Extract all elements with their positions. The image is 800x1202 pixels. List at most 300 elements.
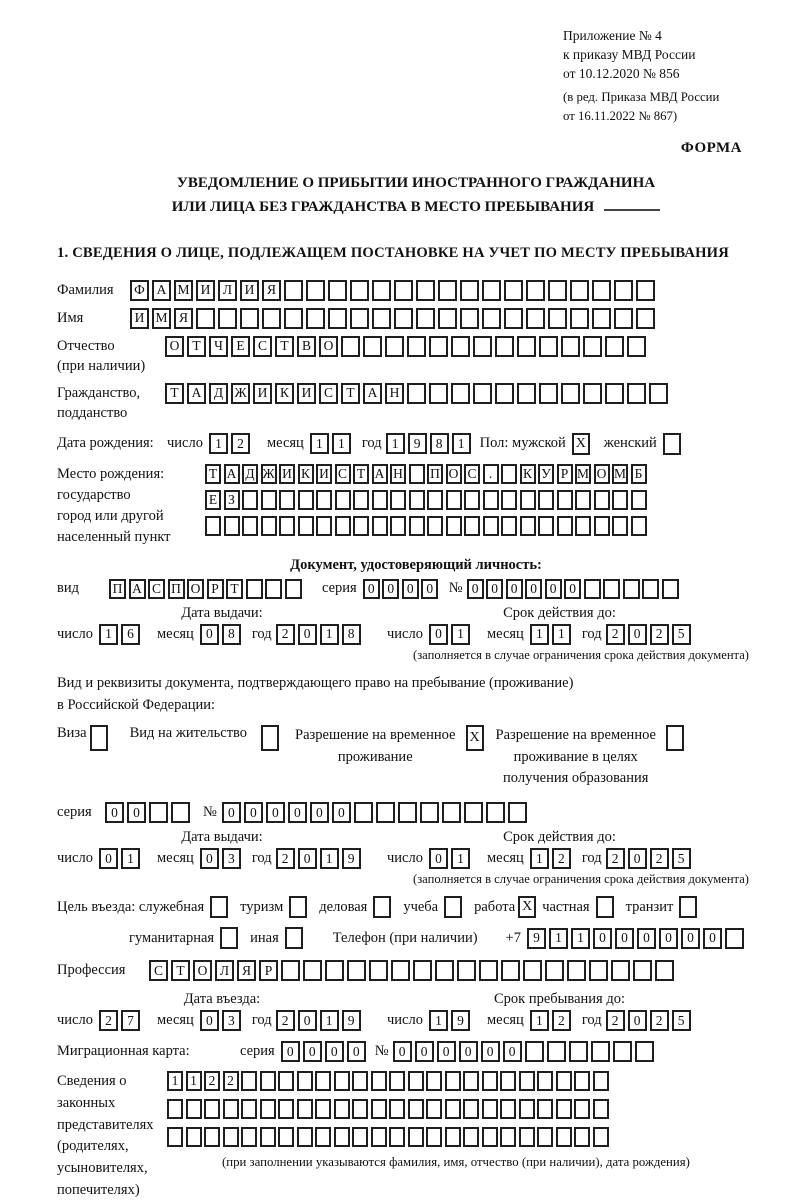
char-cell[interactable]: 0	[363, 579, 380, 599]
char-cell[interactable]: Ф	[130, 280, 149, 301]
char-cell[interactable]: 0	[525, 579, 542, 599]
char-cell[interactable]: 2	[650, 1010, 669, 1031]
char-cell[interactable]	[446, 516, 462, 536]
char-cell[interactable]: 1	[451, 848, 470, 869]
char-cell[interactable]	[260, 1127, 276, 1147]
char-cell[interactable]	[451, 383, 470, 404]
char-cell[interactable]	[325, 960, 344, 981]
char-cell[interactable]	[627, 383, 646, 404]
char-cell[interactable]: 1	[530, 1010, 549, 1031]
char-cell[interactable]: 2	[606, 1010, 625, 1031]
char-cell[interactable]	[371, 1071, 387, 1091]
char-cell[interactable]: 0	[332, 802, 351, 823]
char-cell[interactable]	[482, 308, 501, 329]
char-cell[interactable]	[725, 928, 744, 949]
char-cell[interactable]: В	[297, 336, 316, 357]
char-cell[interactable]: 2	[204, 1071, 220, 1091]
char-cell[interactable]	[408, 1099, 424, 1119]
char-cell[interactable]	[445, 1127, 461, 1147]
char-cell[interactable]	[486, 802, 505, 823]
char-cell[interactable]	[224, 516, 240, 536]
temp-permit-edu-checkbox[interactable]	[666, 725, 684, 751]
char-cell[interactable]: 8	[430, 433, 449, 454]
char-cell[interactable]: И	[253, 383, 272, 404]
char-cell[interactable]	[278, 1071, 294, 1091]
char-cell[interactable]	[353, 516, 369, 536]
char-cell[interactable]	[605, 336, 624, 357]
char-cell[interactable]	[460, 280, 479, 301]
char-cell[interactable]: 9	[527, 928, 546, 949]
char-cell[interactable]: К	[275, 383, 294, 404]
char-cell[interactable]	[611, 960, 630, 981]
gender-female-checkbox[interactable]	[663, 433, 681, 455]
char-cell[interactable]: 0	[200, 1010, 219, 1031]
char-cell[interactable]	[265, 579, 282, 599]
char-cell[interactable]	[241, 1071, 257, 1091]
char-cell[interactable]	[537, 1099, 553, 1119]
char-cell[interactable]	[575, 516, 591, 536]
char-cell[interactable]	[298, 516, 314, 536]
char-cell[interactable]	[297, 1071, 313, 1091]
char-cell[interactable]	[372, 308, 391, 329]
char-cell[interactable]	[389, 1099, 405, 1119]
char-cell[interactable]	[260, 1071, 276, 1091]
char-cell[interactable]	[612, 490, 628, 510]
char-cell[interactable]	[261, 490, 277, 510]
char-cell[interactable]	[335, 490, 351, 510]
char-cell[interactable]	[482, 1099, 498, 1119]
char-cell[interactable]: И	[130, 308, 149, 329]
char-cell[interactable]	[389, 1071, 405, 1091]
char-cell[interactable]	[371, 1127, 387, 1147]
char-cell[interactable]	[316, 490, 332, 510]
char-cell[interactable]	[520, 490, 536, 510]
char-cell[interactable]: 0	[681, 928, 700, 949]
char-cell[interactable]	[592, 280, 611, 301]
char-cell[interactable]	[435, 960, 454, 981]
char-cell[interactable]: 0	[303, 1041, 322, 1062]
char-cell[interactable]	[369, 960, 388, 981]
char-cell[interactable]: Т	[165, 383, 184, 404]
char-cell[interactable]: 0	[298, 624, 317, 645]
char-cell[interactable]: 0	[244, 802, 263, 823]
char-cell[interactable]	[583, 336, 602, 357]
char-cell[interactable]: Ж	[261, 464, 277, 484]
visa-checkbox[interactable]	[90, 725, 108, 751]
char-cell[interactable]: 1	[530, 624, 549, 645]
char-cell[interactable]	[631, 516, 647, 536]
char-cell[interactable]	[438, 280, 457, 301]
char-cell[interactable]	[167, 1099, 183, 1119]
char-cell[interactable]: 1	[320, 848, 339, 869]
char-cell[interactable]: 2	[223, 1071, 239, 1091]
char-cell[interactable]	[575, 490, 591, 510]
char-cell[interactable]: 0	[481, 1041, 500, 1062]
char-cell[interactable]: П	[109, 579, 126, 599]
char-cell[interactable]: 3	[222, 1010, 241, 1031]
char-cell[interactable]	[561, 383, 580, 404]
char-cell[interactable]: Т	[187, 336, 206, 357]
char-cell[interactable]	[390, 490, 406, 510]
char-cell[interactable]	[426, 1099, 442, 1119]
char-cell[interactable]	[603, 579, 620, 599]
char-cell[interactable]	[473, 336, 492, 357]
char-cell[interactable]	[594, 490, 610, 510]
char-cell[interactable]: 2	[650, 848, 669, 869]
char-cell[interactable]	[612, 516, 628, 536]
char-cell[interactable]	[495, 336, 514, 357]
char-cell[interactable]: 1	[452, 433, 471, 454]
char-cell[interactable]	[196, 308, 215, 329]
char-cell[interactable]	[463, 1071, 479, 1091]
char-cell[interactable]: 1	[186, 1071, 202, 1091]
char-cell[interactable]	[427, 516, 443, 536]
char-cell[interactable]	[561, 336, 580, 357]
char-cell[interactable]	[413, 960, 432, 981]
char-cell[interactable]: Д	[209, 383, 228, 404]
char-cell[interactable]: А	[152, 280, 171, 301]
char-cell[interactable]: Т	[205, 464, 221, 484]
char-cell[interactable]: 9	[451, 1010, 470, 1031]
char-cell[interactable]	[539, 383, 558, 404]
char-cell[interactable]: 0	[628, 848, 647, 869]
char-cell[interactable]	[636, 308, 655, 329]
char-cell[interactable]: 0	[200, 624, 219, 645]
char-cell[interactable]	[574, 1071, 590, 1091]
char-cell[interactable]	[547, 1041, 566, 1062]
char-cell[interactable]: 0	[437, 1041, 456, 1062]
char-cell[interactable]	[464, 516, 480, 536]
char-cell[interactable]	[445, 1071, 461, 1091]
char-cell[interactable]	[371, 1099, 387, 1119]
char-cell[interactable]	[500, 1071, 516, 1091]
char-cell[interactable]	[519, 1127, 535, 1147]
char-cell[interactable]	[394, 280, 413, 301]
char-cell[interactable]	[335, 516, 351, 536]
char-cell[interactable]: 0	[310, 802, 329, 823]
char-cell[interactable]: 2	[231, 433, 250, 454]
char-cell[interactable]: С	[335, 464, 351, 484]
char-cell[interactable]	[306, 308, 325, 329]
char-cell[interactable]	[316, 516, 332, 536]
char-cell[interactable]: Е	[205, 490, 221, 510]
char-cell[interactable]	[584, 579, 601, 599]
char-cell[interactable]	[501, 516, 517, 536]
char-cell[interactable]: 2	[552, 1010, 571, 1031]
char-cell[interactable]	[350, 308, 369, 329]
char-cell[interactable]	[350, 280, 369, 301]
char-cell[interactable]: Е	[231, 336, 250, 357]
char-cell[interactable]	[334, 1127, 350, 1147]
char-cell[interactable]	[605, 383, 624, 404]
char-cell[interactable]	[298, 490, 314, 510]
char-cell[interactable]	[240, 308, 259, 329]
char-cell[interactable]	[593, 1071, 609, 1091]
char-cell[interactable]	[557, 490, 573, 510]
char-cell[interactable]: 1	[209, 433, 228, 454]
gender-male-checkbox[interactable]: X	[572, 433, 590, 455]
char-cell[interactable]	[398, 802, 417, 823]
char-cell[interactable]	[520, 516, 536, 536]
char-cell[interactable]: 1	[167, 1071, 183, 1091]
char-cell[interactable]: 9	[342, 1010, 361, 1031]
char-cell[interactable]: А	[224, 464, 240, 484]
char-cell[interactable]	[420, 802, 439, 823]
char-cell[interactable]: 0	[415, 1041, 434, 1062]
char-cell[interactable]: 5	[672, 1010, 691, 1031]
char-cell[interactable]	[416, 280, 435, 301]
char-cell[interactable]	[372, 490, 388, 510]
char-cell[interactable]	[315, 1099, 331, 1119]
char-cell[interactable]: Я	[237, 960, 256, 981]
char-cell[interactable]	[303, 960, 322, 981]
char-cell[interactable]	[391, 960, 410, 981]
char-cell[interactable]	[483, 516, 499, 536]
char-cell[interactable]	[409, 464, 425, 484]
char-cell[interactable]	[242, 490, 258, 510]
char-cell[interactable]: Я	[174, 308, 193, 329]
char-cell[interactable]	[352, 1127, 368, 1147]
char-cell[interactable]	[556, 1071, 572, 1091]
char-cell[interactable]: 0	[593, 928, 612, 949]
char-cell[interactable]: .	[483, 464, 499, 484]
char-cell[interactable]	[376, 802, 395, 823]
purpose-study-checkbox[interactable]	[444, 896, 462, 918]
char-cell[interactable]	[334, 1099, 350, 1119]
char-cell[interactable]: 0	[281, 1041, 300, 1062]
char-cell[interactable]	[278, 1127, 294, 1147]
char-cell[interactable]: А	[372, 464, 388, 484]
char-cell[interactable]	[482, 1127, 498, 1147]
char-cell[interactable]	[446, 490, 462, 510]
char-cell[interactable]	[569, 1041, 588, 1062]
residence-permit-checkbox[interactable]	[261, 725, 279, 751]
char-cell[interactable]: Т	[341, 383, 360, 404]
char-cell[interactable]	[328, 308, 347, 329]
char-cell[interactable]	[390, 516, 406, 536]
char-cell[interactable]: О	[187, 579, 204, 599]
char-cell[interactable]	[517, 383, 536, 404]
char-cell[interactable]: 2	[606, 624, 625, 645]
char-cell[interactable]	[483, 490, 499, 510]
char-cell[interactable]	[504, 308, 523, 329]
char-cell[interactable]	[636, 280, 655, 301]
char-cell[interactable]	[354, 802, 373, 823]
char-cell[interactable]: 0	[615, 928, 634, 949]
char-cell[interactable]: 0	[382, 579, 399, 599]
char-cell[interactable]: 1	[121, 848, 140, 869]
char-cell[interactable]	[538, 516, 554, 536]
char-cell[interactable]: 1	[429, 1010, 448, 1031]
char-cell[interactable]	[438, 308, 457, 329]
char-cell[interactable]	[409, 516, 425, 536]
char-cell[interactable]	[429, 336, 448, 357]
char-cell[interactable]: П	[168, 579, 185, 599]
char-cell[interactable]	[574, 1099, 590, 1119]
char-cell[interactable]: 9	[408, 433, 427, 454]
char-cell[interactable]: Д	[242, 464, 258, 484]
char-cell[interactable]: К	[298, 464, 314, 484]
char-cell[interactable]: 1	[451, 624, 470, 645]
char-cell[interactable]	[315, 1127, 331, 1147]
char-cell[interactable]: 0	[298, 1010, 317, 1031]
char-cell[interactable]: 2	[99, 1010, 118, 1031]
char-cell[interactable]	[223, 1099, 239, 1119]
char-cell[interactable]: 0	[393, 1041, 412, 1062]
char-cell[interactable]	[281, 960, 300, 981]
char-cell[interactable]: 2	[650, 624, 669, 645]
char-cell[interactable]: П	[427, 464, 443, 484]
char-cell[interactable]	[591, 1041, 610, 1062]
char-cell[interactable]	[631, 490, 647, 510]
char-cell[interactable]	[526, 308, 545, 329]
char-cell[interactable]	[279, 490, 295, 510]
char-cell[interactable]	[627, 336, 646, 357]
char-cell[interactable]: 0	[703, 928, 722, 949]
char-cell[interactable]: 0	[99, 848, 118, 869]
char-cell[interactable]	[556, 1099, 572, 1119]
char-cell[interactable]	[464, 802, 483, 823]
char-cell[interactable]: 6	[121, 624, 140, 645]
char-cell[interactable]: Р	[207, 579, 224, 599]
char-cell[interactable]: 1	[549, 928, 568, 949]
char-cell[interactable]	[394, 308, 413, 329]
char-cell[interactable]	[315, 1071, 331, 1091]
char-cell[interactable]	[407, 383, 426, 404]
char-cell[interactable]: О	[193, 960, 212, 981]
char-cell[interactable]	[482, 280, 501, 301]
char-cell[interactable]: 0	[545, 579, 562, 599]
char-cell[interactable]	[526, 280, 545, 301]
char-cell[interactable]	[426, 1071, 442, 1091]
char-cell[interactable]	[539, 336, 558, 357]
char-cell[interactable]	[662, 579, 679, 599]
char-cell[interactable]: И	[297, 383, 316, 404]
purpose-private-checkbox[interactable]	[596, 896, 614, 918]
char-cell[interactable]	[246, 579, 263, 599]
char-cell[interactable]	[508, 802, 527, 823]
char-cell[interactable]: 0	[200, 848, 219, 869]
char-cell[interactable]	[593, 1099, 609, 1119]
char-cell[interactable]	[548, 308, 567, 329]
char-cell[interactable]: 1	[530, 848, 549, 869]
char-cell[interactable]: Н	[385, 383, 404, 404]
char-cell[interactable]: З	[224, 490, 240, 510]
char-cell[interactable]: 1	[571, 928, 590, 949]
char-cell[interactable]	[278, 1099, 294, 1119]
char-cell[interactable]	[416, 308, 435, 329]
char-cell[interactable]	[570, 308, 589, 329]
char-cell[interactable]	[583, 383, 602, 404]
char-cell[interactable]	[363, 336, 382, 357]
char-cell[interactable]	[186, 1127, 202, 1147]
char-cell[interactable]: Б	[631, 464, 647, 484]
char-cell[interactable]	[297, 1127, 313, 1147]
char-cell[interactable]	[334, 1071, 350, 1091]
char-cell[interactable]: 0	[127, 802, 146, 823]
char-cell[interactable]	[261, 516, 277, 536]
char-cell[interactable]	[171, 802, 190, 823]
char-cell[interactable]: 1	[552, 624, 571, 645]
char-cell[interactable]	[500, 1099, 516, 1119]
char-cell[interactable]: 0	[421, 579, 438, 599]
char-cell[interactable]	[519, 1071, 535, 1091]
char-cell[interactable]	[500, 1127, 516, 1147]
purpose-transit-checkbox[interactable]	[679, 896, 697, 918]
char-cell[interactable]: 2	[552, 848, 571, 869]
char-cell[interactable]: К	[520, 464, 536, 484]
char-cell[interactable]	[538, 490, 554, 510]
char-cell[interactable]	[501, 490, 517, 510]
char-cell[interactable]	[241, 1127, 257, 1147]
char-cell[interactable]	[451, 336, 470, 357]
char-cell[interactable]: Т	[171, 960, 190, 981]
char-cell[interactable]: О	[594, 464, 610, 484]
char-cell[interactable]: И	[316, 464, 332, 484]
char-cell[interactable]: 9	[342, 848, 361, 869]
char-cell[interactable]	[347, 960, 366, 981]
char-cell[interactable]: 0	[325, 1041, 344, 1062]
char-cell[interactable]	[537, 1071, 553, 1091]
char-cell[interactable]	[204, 1099, 220, 1119]
char-cell[interactable]	[372, 516, 388, 536]
char-cell[interactable]	[460, 308, 479, 329]
char-cell[interactable]	[589, 960, 608, 981]
char-cell[interactable]	[279, 516, 295, 536]
char-cell[interactable]: 0	[429, 848, 448, 869]
char-cell[interactable]	[592, 308, 611, 329]
char-cell[interactable]: 1	[310, 433, 329, 454]
char-cell[interactable]	[649, 383, 668, 404]
char-cell[interactable]: 0	[503, 1041, 522, 1062]
char-cell[interactable]: 0	[486, 579, 503, 599]
char-cell[interactable]: 2	[276, 1010, 295, 1031]
char-cell[interactable]	[473, 383, 492, 404]
char-cell[interactable]: М	[174, 280, 193, 301]
char-cell[interactable]	[523, 960, 542, 981]
char-cell[interactable]	[545, 960, 564, 981]
char-cell[interactable]	[574, 1127, 590, 1147]
char-cell[interactable]: 0	[105, 802, 124, 823]
char-cell[interactable]: 0	[347, 1041, 366, 1062]
char-cell[interactable]	[614, 308, 633, 329]
char-cell[interactable]: И	[240, 280, 259, 301]
char-cell[interactable]: 0	[628, 624, 647, 645]
char-cell[interactable]	[297, 1099, 313, 1119]
char-cell[interactable]: С	[253, 336, 272, 357]
char-cell[interactable]	[167, 1127, 183, 1147]
char-cell[interactable]	[594, 516, 610, 536]
purpose-humanitarian-checkbox[interactable]	[220, 927, 238, 949]
char-cell[interactable]: 1	[320, 624, 339, 645]
char-cell[interactable]	[352, 1071, 368, 1091]
char-cell[interactable]	[262, 308, 281, 329]
char-cell[interactable]: А	[187, 383, 206, 404]
char-cell[interactable]: С	[319, 383, 338, 404]
char-cell[interactable]	[442, 802, 461, 823]
char-cell[interactable]: 5	[672, 848, 691, 869]
char-cell[interactable]: 0	[628, 1010, 647, 1031]
char-cell[interactable]: 1	[386, 433, 405, 454]
char-cell[interactable]	[464, 490, 480, 510]
char-cell[interactable]	[457, 960, 476, 981]
char-cell[interactable]	[633, 960, 652, 981]
char-cell[interactable]: 0	[637, 928, 656, 949]
char-cell[interactable]	[353, 490, 369, 510]
char-cell[interactable]	[205, 516, 221, 536]
char-cell[interactable]: С	[148, 579, 165, 599]
char-cell[interactable]: О	[319, 336, 338, 357]
